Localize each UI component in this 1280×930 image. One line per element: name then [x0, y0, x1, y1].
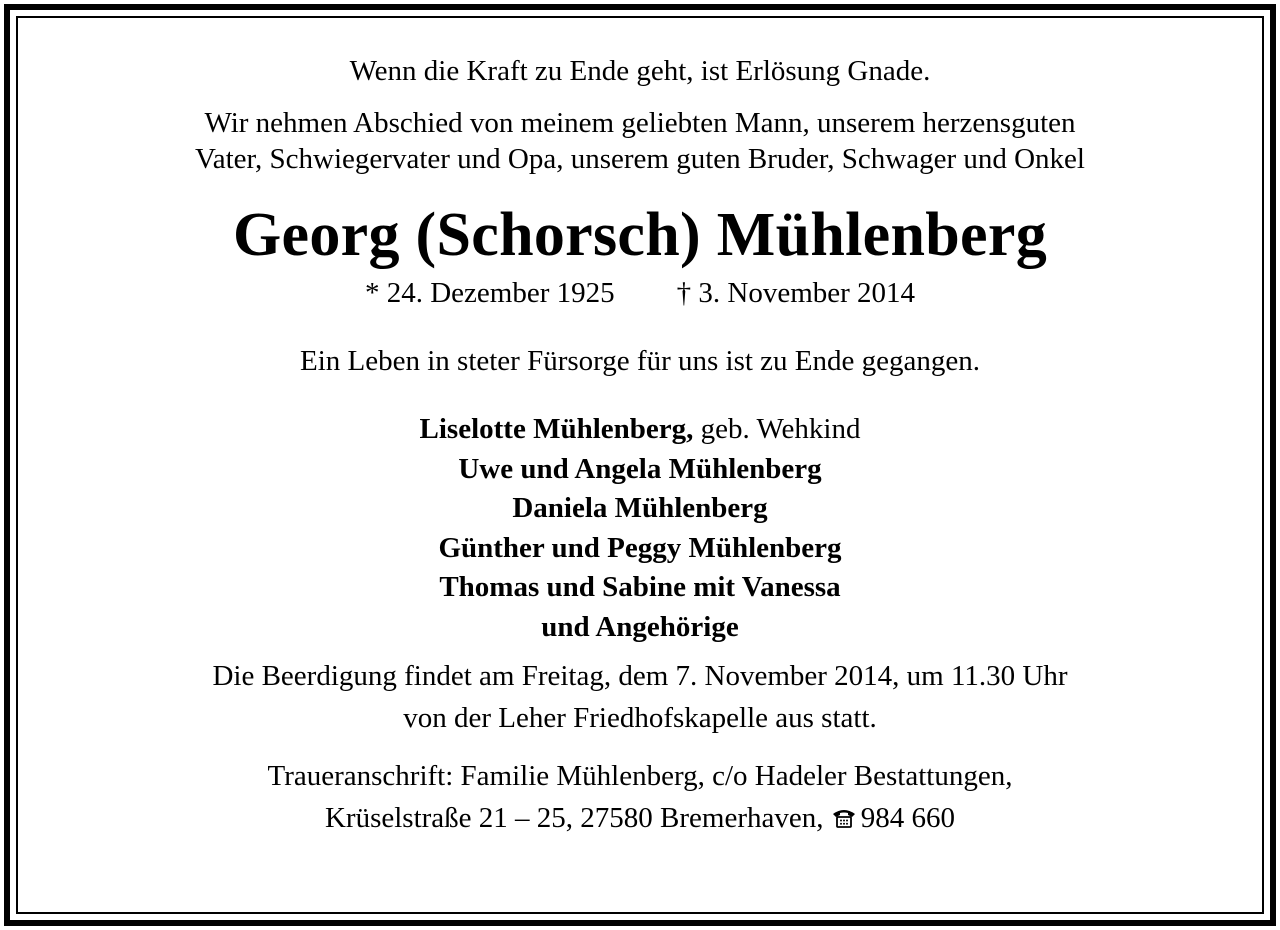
address-street: Krüselstraße 21 – 25, 27580 Bremerhaven, — [324, 802, 824, 834]
death-date: † 3. November 2014 — [676, 277, 916, 309]
address-line: Traueranschrift: Familie Mühlenberg, c/o Hadeler Bestattungen, — [267, 760, 1013, 792]
spouse-maiden-name: geb. Wehkind — [700, 413, 861, 445]
funeral-line: von der Leher Friedhofskapelle aus statt. — [403, 702, 877, 734]
deceased-name: Georg (Schorsch) Mühlenberg — [232, 201, 1047, 269]
mourner: und Angehörige — [541, 610, 739, 643]
mourner: Daniela Mühlenberg — [512, 492, 768, 524]
farewell-line: Wir nehmen Abschied von meinem geliebten Mann, unserem herzensguten — [204, 107, 1076, 139]
funeral-info — [18, 655, 1262, 739]
mourner: Thomas und Sabine mit Vanessa — [439, 571, 841, 603]
mourner: Uwe und Angela Mühlenberg — [458, 452, 822, 485]
mourning-address — [18, 755, 1262, 839]
life-dates — [18, 275, 1262, 311]
life-statement: Ein Leben in steter Fürsorge für uns ist zu Ende gegangen. — [300, 345, 980, 377]
spouse-name: Liselotte Mühlenberg, — [419, 413, 694, 445]
funeral-line: Die Beerdigung findet am Freitag, dem 7. November 2014, um 11.30 Uhr — [212, 660, 1068, 692]
address-line — [18, 797, 1262, 839]
farewell-line: Vater, Schwiegervater und Opa, unserem guten Bruder, Schwager und Onkel — [195, 143, 1085, 175]
birth-date: * 24. Dezember 1925 — [364, 277, 615, 309]
telephone-icon — [831, 799, 857, 821]
phone-number: 984 660 — [860, 802, 955, 834]
mourners-list — [18, 410, 1262, 647]
obituary-notice — [18, 18, 1262, 839]
mourner: Günther und Peggy Mühlenberg — [438, 531, 842, 564]
motto: Wenn die Kraft zu Ende geht, ist Erlösung Gnade. — [349, 55, 931, 87]
spouse — [18, 410, 1262, 450]
farewell-text — [18, 105, 1262, 177]
